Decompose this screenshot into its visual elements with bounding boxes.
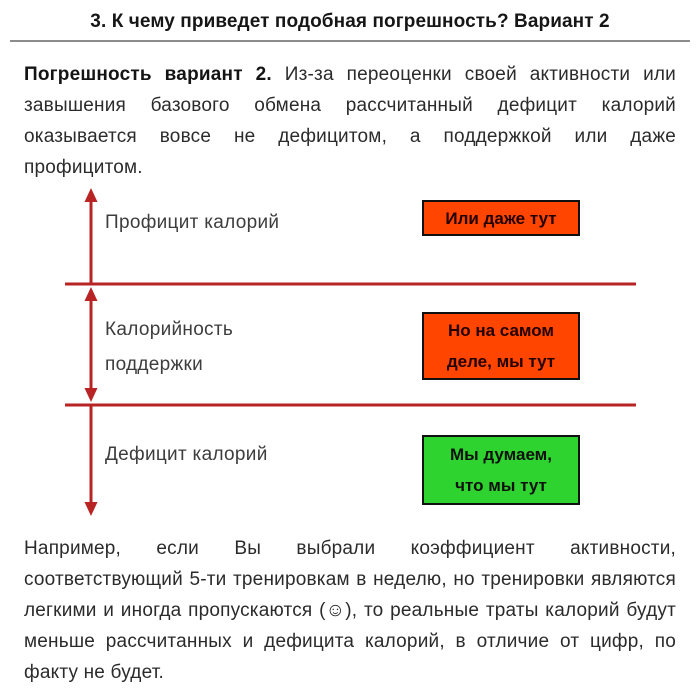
callout-box-actual <box>422 312 580 380</box>
intro-paragraph <box>24 59 676 183</box>
callout-box-believed <box>422 435 580 505</box>
surplus-arrowhead-up <box>85 188 98 202</box>
axis-label-surplus: Профицит калорий <box>105 212 280 233</box>
callout-believed-text: Мы думаем, что мы тут <box>450 445 552 495</box>
maintenance-arrowhead-down <box>85 388 98 402</box>
intro-body: Из-за переоценки своей активности или завышения базового обмена рассчитанный дефицит калорий оказывается вовсе не дефицитом, а поддержкой или даже профицитом. <box>24 64 676 178</box>
axis-label-maintenance: Калорийность поддержки <box>105 319 234 375</box>
outro-paragraph: Например, если Вы выбрали коэффициент активности, соответствующий 5-ти тренировкам в неделю, но тренировки являются легкими и иногда пропускаются (☺), то реальные траты калорий будут меньше рассчитанных и дефицита калорий, в отличие от цифр, по факту не будет. <box>24 538 676 683</box>
intro-lead: Погрешность вариант 2. <box>24 64 272 85</box>
callout-actual-text: Но на самом деле, мы тут <box>446 321 556 371</box>
calorie-axis-diagram <box>0 187 700 521</box>
callout-surplus-text: Или даже тут <box>445 208 557 228</box>
deficit-arrowhead-down <box>85 502 98 516</box>
callout-box-surplus <box>422 200 580 236</box>
maintenance-arrowhead-up <box>85 287 98 301</box>
page-title: 3. К чему приведет подобная погрешность? Вариант 2 <box>90 11 610 32</box>
title-separator <box>10 40 690 42</box>
axis-label-deficit: Дефицит калорий <box>105 444 268 465</box>
